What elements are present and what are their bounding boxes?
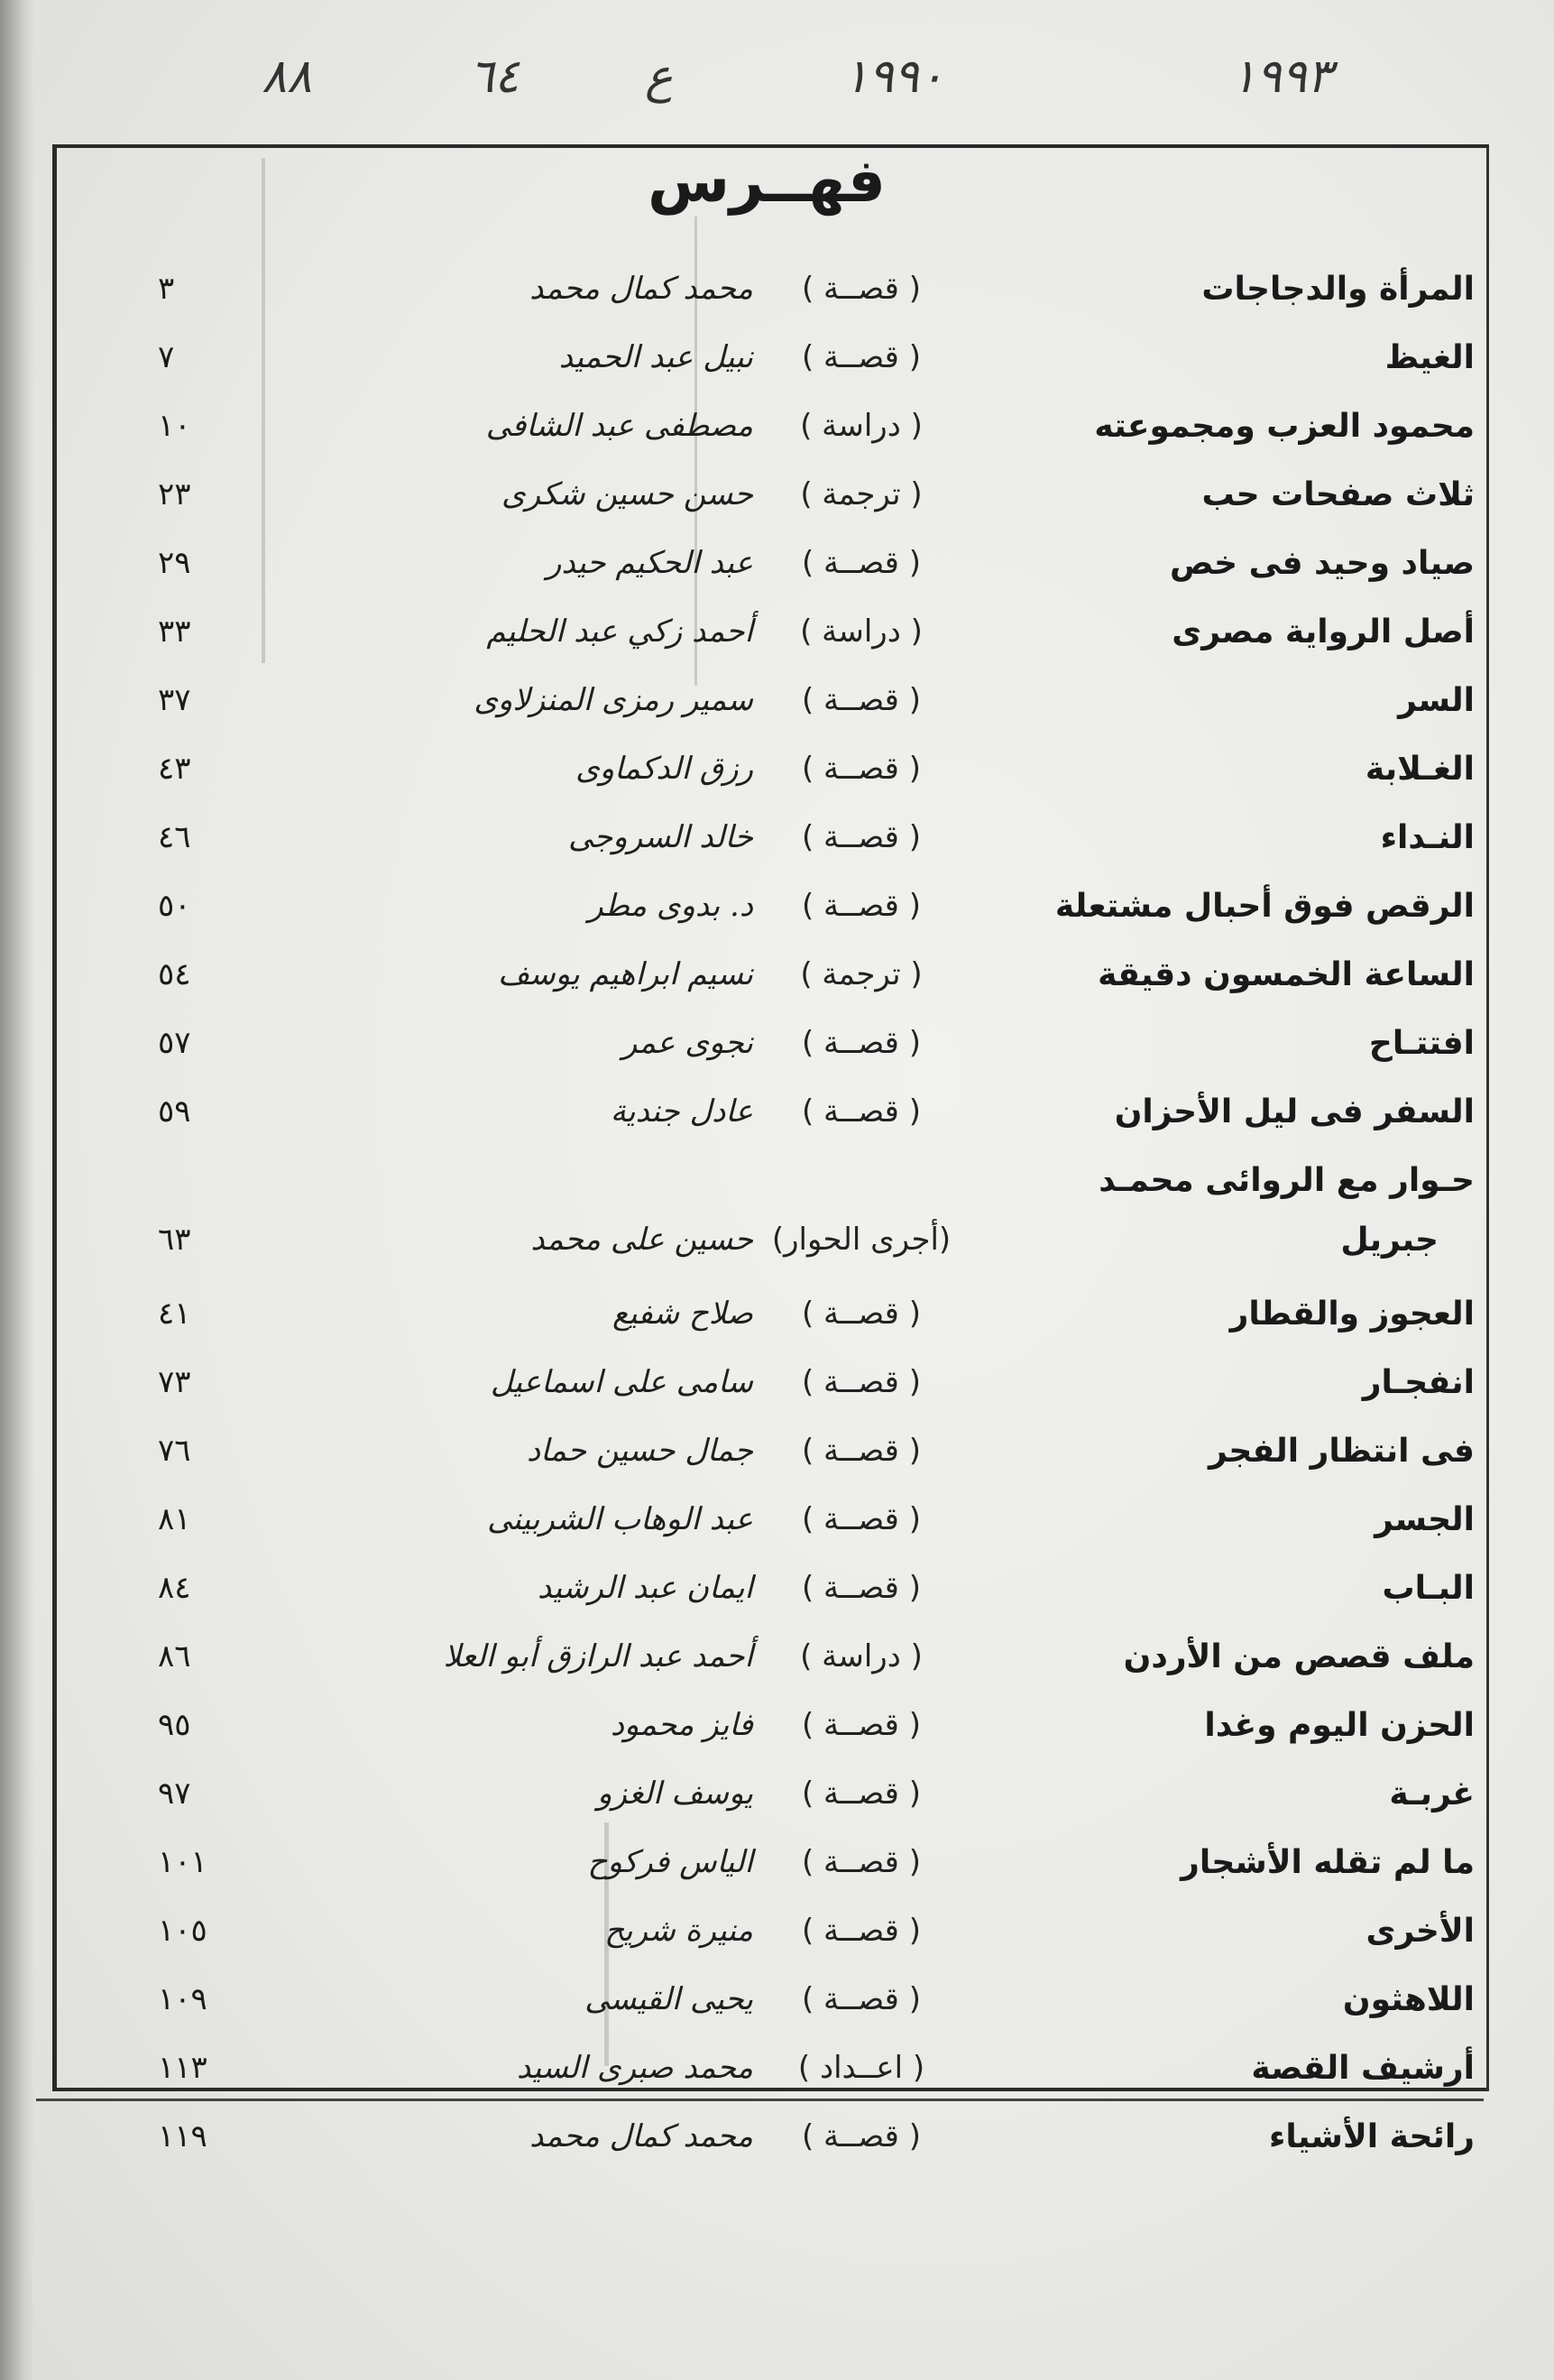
entry-author: د. بدوى مطر — [588, 888, 753, 924]
entry-author: يوسف الغزو — [597, 1776, 753, 1812]
entry-title: صياد وحيد فى خص — [1170, 545, 1475, 582]
entry-author: ايمان عبد الرشيد — [537, 1570, 753, 1606]
entry-author: حسين على محمد — [530, 1222, 753, 1258]
entry-type: ( قصــة ) — [801, 1776, 922, 1812]
entry-page: ٢٣ — [158, 476, 191, 512]
entry-title: ما لم تقله الأشجار — [1181, 1844, 1475, 1881]
entry-type: ( قصــة ) — [801, 1433, 922, 1469]
entry-type: ( دراسة ) — [800, 613, 923, 650]
entry-type: ( قصــة ) — [801, 271, 922, 307]
entry-author: عادل جندية — [610, 1093, 753, 1130]
entry-page: ٨١ — [158, 1501, 191, 1537]
entry-title: الجسر — [1375, 1501, 1475, 1538]
entry-type: ( دراسة ) — [800, 1638, 923, 1674]
entry-page: ٧٦ — [158, 1433, 191, 1469]
entry-title: الرقص فوق أحبال مشتعلة — [1054, 888, 1475, 925]
entry-page: ١٠٩ — [158, 1981, 207, 2017]
entry-page: ٢٩ — [158, 545, 191, 581]
entry-page: ٣٧ — [158, 682, 191, 718]
entry-type: ( قصــة ) — [801, 1570, 922, 1606]
handwritten-notes — [0, 50, 1554, 131]
entry-type: ( قصــة ) — [801, 2118, 922, 2154]
entry-title: ثلاث صفحات حب — [1201, 476, 1475, 513]
entry-title: انفجـار — [1362, 1364, 1475, 1401]
entry-title: العجوز والقطار — [1229, 1296, 1475, 1333]
entry-title: الغـلابة — [1365, 751, 1475, 788]
entry-author: عبد الوهاب الشربينى — [487, 1501, 753, 1537]
entry-page: ٣ — [158, 271, 175, 307]
entry-author: نجوى عمر — [621, 1025, 753, 1061]
toc-row — [54, 1025, 1475, 1093]
entry-type: ( قصــة ) — [801, 1913, 922, 1949]
entry-type: ( دراسة ) — [800, 408, 923, 444]
entry-title: الحزن اليوم وغدا — [1204, 1707, 1475, 1744]
entry-type: ( قصــة ) — [801, 545, 922, 581]
entry-title: السفر فى ليل الأحزان — [1114, 1093, 1475, 1130]
entry-author: حسن حسين شكرى — [501, 476, 753, 512]
entry-type: (أجرى الحوار) — [771, 1222, 952, 1258]
entry-type: ( ترجمة ) — [800, 956, 923, 992]
entry-title: ملف قصص من الأردن — [1123, 1638, 1475, 1675]
entry-page: ٥٠ — [158, 888, 191, 924]
toc-row — [54, 2118, 1475, 2187]
entry-author: نسيم ابراهيم يوسف — [498, 956, 753, 992]
note-2: ٦٤ — [469, 50, 520, 104]
entry-type: ( قصــة ) — [801, 1844, 922, 1880]
toc-row — [54, 408, 1475, 476]
page-edge-shadow — [0, 0, 34, 2380]
entry-title: الأخرى — [1365, 1913, 1475, 1950]
entry-author: جمال حسين حماد — [526, 1433, 753, 1469]
toc-row — [54, 1501, 1475, 1570]
entry-page: ١١٣ — [158, 2050, 207, 2086]
entry-type: ( ترجمة ) — [800, 476, 923, 512]
entry-title-continued: جبريل — [1340, 1222, 1439, 1259]
entry-type: ( قصــة ) — [801, 751, 922, 787]
page-title: فهــرس — [647, 146, 887, 217]
entry-author: خالد السروجى — [567, 819, 753, 855]
entry-page: ٩٥ — [158, 1707, 191, 1743]
table-of-contents — [54, 271, 1475, 2183]
entry-title: أصل الرواية مصرى — [1172, 613, 1475, 650]
toc-row — [54, 1162, 1475, 1270]
entry-author: الياس فركوح — [587, 1844, 753, 1880]
entry-title: حـوار مع الروائى محمـد — [1099, 1162, 1475, 1199]
toc-row — [54, 1844, 1475, 1913]
entry-title: أرشيف القصة — [1251, 2050, 1475, 2087]
entry-title: غربـة — [1389, 1776, 1475, 1813]
toc-row — [54, 271, 1475, 339]
toc-row — [54, 1638, 1475, 1707]
note-4: ١٩٩٠ — [843, 50, 944, 104]
toc-row — [54, 1433, 1475, 1501]
entry-type: ( قصــة ) — [801, 1364, 922, 1400]
entry-page: ٨٤ — [158, 1570, 191, 1606]
entry-title: فى انتظار الفجر — [1208, 1433, 1475, 1470]
toc-row — [54, 1707, 1475, 1776]
toc-row — [54, 1364, 1475, 1433]
entry-type: ( قصــة ) — [801, 1501, 922, 1537]
entry-type: ( قصــة ) — [801, 682, 922, 718]
entry-page: ١٠٥ — [158, 1913, 207, 1949]
toc-row — [54, 339, 1475, 408]
entry-author: محمد كمال محمد — [529, 271, 753, 307]
entry-type: ( قصــة ) — [801, 1093, 922, 1130]
entry-page: ٧ — [158, 339, 175, 375]
entry-type: ( قصــة ) — [801, 1981, 922, 2017]
entry-title: افتتـاح — [1368, 1025, 1475, 1062]
entry-title: رائحة الأشياء — [1268, 2118, 1475, 2155]
entry-page: ٥٧ — [158, 1025, 191, 1061]
toc-row — [54, 1913, 1475, 1981]
entry-author: محمد صبرى السيد — [516, 2050, 753, 2086]
entry-page: ١٠١ — [158, 1844, 207, 1880]
entry-page: ٤٣ — [158, 751, 191, 787]
entry-type: ( قصــة ) — [801, 1025, 922, 1061]
entry-author: سامى على اسماعيل — [490, 1364, 753, 1400]
entry-author: عبد الحكيم حيدر — [547, 545, 753, 581]
entry-title: اللاهثون — [1342, 1981, 1475, 2018]
entry-author: صلاح شفيع — [612, 1296, 753, 1332]
entry-author: سمير رمزى المنزلاوى — [474, 682, 753, 718]
toc-row — [54, 956, 1475, 1025]
entry-author: يحيى القيسى — [584, 1981, 753, 2017]
toc-row — [54, 476, 1475, 545]
toc-row — [54, 888, 1475, 956]
entry-title: المرأة والدجاجات — [1201, 271, 1475, 308]
entry-type: ( قصــة ) — [801, 1296, 922, 1332]
entry-author: محمد كمال محمد — [529, 2118, 753, 2154]
note-1: ٨٨ — [262, 50, 312, 104]
entry-author: منيرة شريح — [604, 1913, 753, 1949]
entry-title: محمود العزب ومجموعته — [1094, 408, 1475, 445]
note-3: ع — [645, 50, 674, 104]
entry-type: ( قصــة ) — [801, 1707, 922, 1743]
entry-author: نبيل عبد الحميد — [558, 339, 753, 375]
entry-page: ٥٤ — [158, 956, 191, 992]
entry-page: ٣٣ — [158, 613, 191, 650]
toc-row — [54, 682, 1475, 751]
entry-title: الساعة الخمسون دقيقة — [1098, 956, 1475, 993]
entry-page: ٦٣ — [158, 1222, 191, 1258]
toc-row — [54, 751, 1475, 819]
entry-title: البـاب — [1382, 1570, 1475, 1607]
entry-page: ٤١ — [158, 1296, 191, 1332]
toc-row — [54, 2050, 1475, 2118]
entry-page: ٤٦ — [158, 819, 191, 855]
entry-type: ( اعــداد ) — [797, 2050, 925, 2086]
toc-row — [54, 613, 1475, 682]
entry-title: الغيظ — [1384, 339, 1475, 376]
toc-row — [54, 1570, 1475, 1638]
entry-page: ٨٦ — [158, 1638, 191, 1674]
entry-title: النـداء — [1380, 819, 1475, 856]
entry-type: ( قصــة ) — [801, 339, 922, 375]
entry-title: السر — [1398, 682, 1475, 719]
note-5: ١٩٩٣ — [1231, 50, 1332, 104]
entry-author: رزق الدكماوى — [575, 751, 753, 787]
entry-page: ٩٧ — [158, 1776, 191, 1812]
toc-row — [54, 1981, 1475, 2050]
entry-author: فايز محمود — [610, 1707, 753, 1743]
entry-page: ٧٣ — [158, 1364, 191, 1400]
toc-row — [54, 1296, 1475, 1364]
toc-row — [54, 545, 1475, 613]
entry-page: ٥٩ — [158, 1093, 191, 1130]
toc-row — [54, 1093, 1475, 1162]
entry-author: مصطفى عبد الشافى — [485, 408, 753, 444]
entry-type: ( قصــة ) — [801, 888, 922, 924]
entry-author: أحمد عبد الرازق أبو العلا — [443, 1638, 753, 1674]
entry-type: ( قصــة ) — [801, 819, 922, 855]
toc-row — [54, 1776, 1475, 1844]
toc-row — [54, 819, 1475, 888]
entry-author: أحمد زكي عبد الحليم — [486, 613, 753, 650]
entry-page: ١٠ — [158, 408, 191, 444]
entry-page: ١١٩ — [158, 2118, 207, 2154]
